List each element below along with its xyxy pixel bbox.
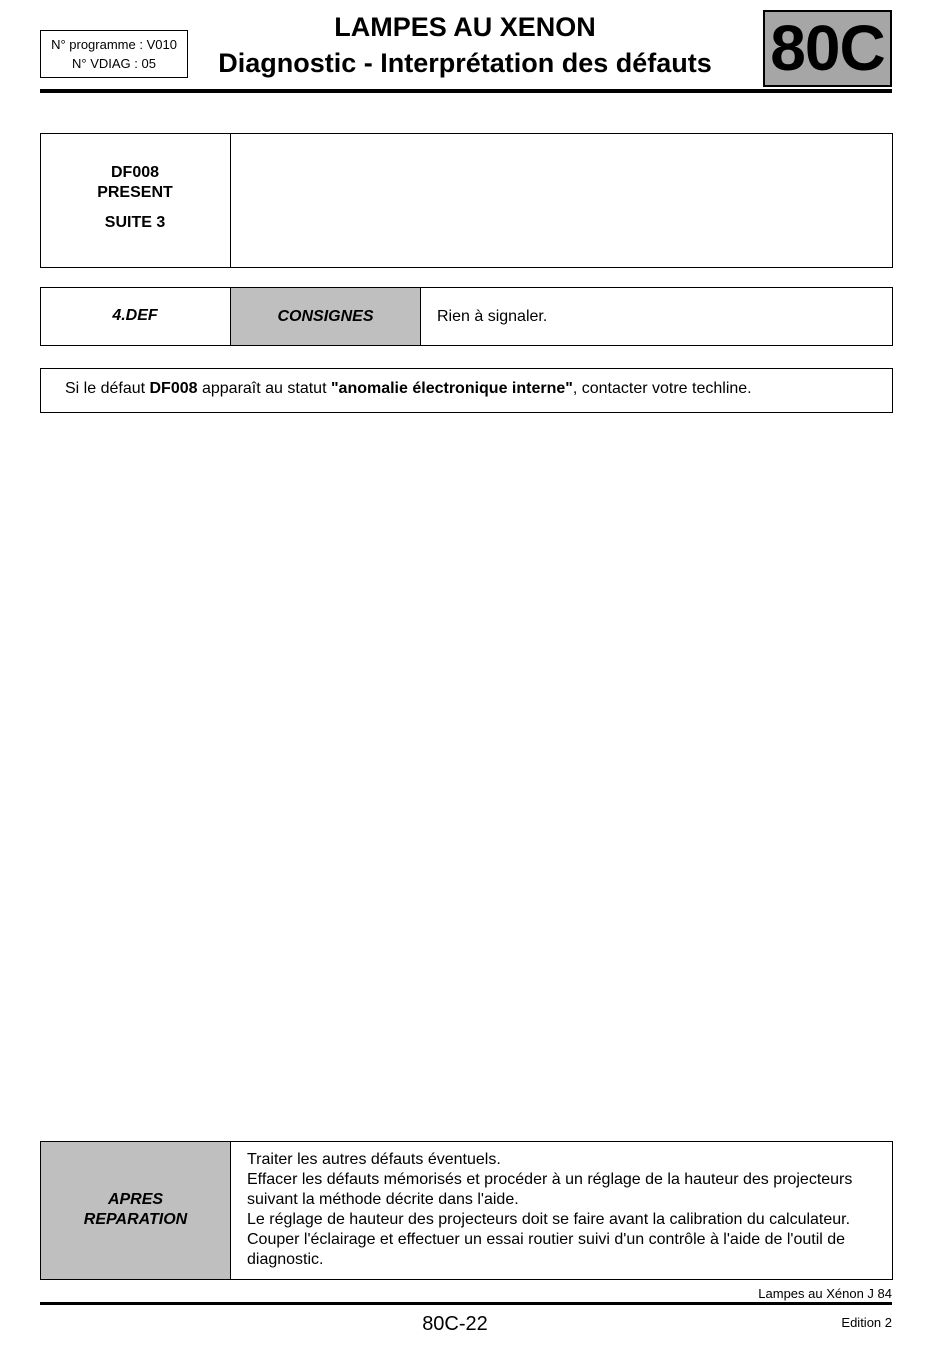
consignes-code: 4.DEF [40, 287, 231, 346]
apres-label-line2: REPARATION [83, 1211, 188, 1228]
apres-reparation-label [41, 1142, 231, 1279]
footer-model: Lampes au Xénon J 84 [758, 1286, 892, 1301]
defect-code: DF008 [110, 164, 160, 181]
programme-number: N° programme : V010 [51, 37, 177, 52]
footer-divider [40, 1302, 892, 1305]
header-divider [40, 89, 892, 93]
consignes-text: Rien à signaler. [437, 308, 548, 325]
instruction-line: Couper l'éclairage et effectuer un essai routier suivi d'un contrôle à l'aide de l'outil de diagnostic. [247, 1231, 846, 1268]
defect-continuation: SUITE 3 [104, 214, 166, 231]
note-defect-code: DF008 [149, 380, 198, 397]
note-box [40, 368, 893, 413]
note-middle: apparaît au statut [197, 380, 331, 397]
page-title: LAMPES AU XENON [334, 12, 596, 42]
note-status: "anomalie électronique interne" [330, 380, 573, 397]
programme-info-box [40, 30, 188, 78]
edition-label: Edition 2 [841, 1315, 892, 1330]
defect-identity-cell [40, 133, 231, 268]
instruction-line: Traiter les autres défauts éventuels. [247, 1151, 501, 1168]
note-suffix: , contacter votre techline. [572, 380, 752, 397]
apres-label-line1: APRES [107, 1191, 164, 1208]
page-subtitle: Diagnostic - Interprétation des défauts [218, 48, 712, 78]
defect-status: PRESENT [97, 184, 173, 201]
instruction-line: Le réglage de hauteur des projecteurs doit se faire avant la calibration du calculateur. [247, 1211, 851, 1228]
section-code-badge: 80C [763, 10, 892, 87]
instruction-line: Effacer les défauts mémorisés et procéder à un réglage de la hauteur des projecteurs suivant la méthode décrite dans l'aide. [247, 1171, 853, 1208]
vdiag-number: N° VDIAG : 05 [72, 56, 156, 71]
note-prefix: Si le défaut [65, 380, 150, 397]
apres-reparation-instructions [247, 1150, 887, 1270]
consignes-label: CONSIGNES [231, 288, 421, 345]
page-number: 80C-22 [422, 1313, 488, 1335]
